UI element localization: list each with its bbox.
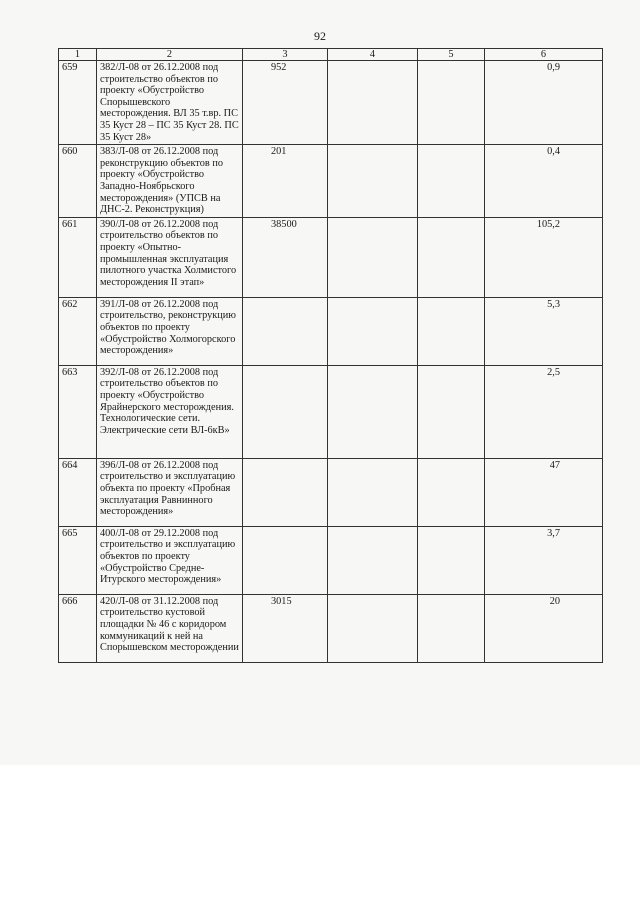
row-value-5: [418, 145, 485, 218]
row-value-4: [328, 526, 418, 594]
row-description: 391/Л-08 от 26.12.2008 под строительство, реконструкцию объектов по проекту «Обустройство Холмогорского месторождения»: [97, 297, 243, 365]
page-number: 92: [314, 29, 326, 43]
row-value-5: [418, 217, 485, 297]
row-description: 420/Л-08 от 31.12.2008 под строительство кустовой площадки № 46 с коридором коммуникаций к ней на Спорышевском месторождении: [97, 594, 243, 662]
table-row: [59, 145, 603, 218]
row-value-3: 952: [243, 61, 328, 145]
row-description: 400/Л-08 от 29.12.2008 под строительство и эксплуатацию объектов по проекту «Обустройство Средне-Итурского месторождения»: [97, 526, 243, 594]
row-value-4: [328, 145, 418, 218]
column-header-5: 5: [418, 49, 485, 61]
row-value-3: 201: [243, 145, 328, 218]
row-value-4: [328, 365, 418, 458]
row-value-5: [418, 297, 485, 365]
row-value-6: 3,7: [485, 526, 603, 594]
row-value-3: [243, 526, 328, 594]
table-row: [59, 594, 603, 662]
row-value-5: [418, 526, 485, 594]
table-row: [59, 458, 603, 526]
row-number: 664: [59, 458, 97, 526]
row-number: 660: [59, 145, 97, 218]
row-value-5: [418, 61, 485, 145]
column-header-3: 3: [243, 49, 328, 61]
row-value-6: 2,5: [485, 365, 603, 458]
row-value-6: 105,2: [485, 217, 603, 297]
row-number: 665: [59, 526, 97, 594]
row-description: 396/Л-08 от 26.12.2008 под строительство и эксплуатацию объекта по проекту «Пробная эксплуатация Равнинного месторождения»: [97, 458, 243, 526]
row-description: 392/Л-08 от 26.12.2008 под строительство объектов по проекту «Обустройство Ярайнерского месторождения. Технологические сети. Электрические сети ВЛ-6кВ»: [97, 365, 243, 458]
row-value-6: 0,9: [485, 61, 603, 145]
row-number: 661: [59, 217, 97, 297]
row-description: 390/Л-08 от 26.12.2008 под строительство объектов по проекту «Опытно-промышленная эксплуатация пилотного участка Холмистого месторождения II этап»: [97, 217, 243, 297]
row-value-6: 20: [485, 594, 603, 662]
row-value-3: [243, 365, 328, 458]
row-description: 383/Л-08 от 26.12.2008 под реконструкцию объектов по проекту «Обустройство Западно-Ноябрьского месторождения» (УПСВ на ДНС-2. Реконструкция): [97, 145, 243, 218]
row-value-3: [243, 297, 328, 365]
table-row: [59, 365, 603, 458]
row-value-3: [243, 458, 328, 526]
row-value-4: [328, 297, 418, 365]
column-header-1: 1: [59, 49, 97, 61]
row-number: 666: [59, 594, 97, 662]
row-value-4: [328, 458, 418, 526]
row-value-3: 3015: [243, 594, 328, 662]
row-value-5: [418, 365, 485, 458]
column-header-2: 2: [97, 49, 243, 61]
column-header-4: 4: [328, 49, 418, 61]
table-header-row: [59, 49, 603, 61]
table-row: [59, 297, 603, 365]
table-row: [59, 217, 603, 297]
row-value-4: [328, 594, 418, 662]
row-value-3: 38500: [243, 217, 328, 297]
table-row: [59, 61, 603, 145]
column-header-6: 6: [485, 49, 603, 61]
table-row: [59, 526, 603, 594]
row-number: 662: [59, 297, 97, 365]
row-value-6: 0,4: [485, 145, 603, 218]
row-description: 382/Л-08 от 26.12.2008 под строительство объектов по проекту «Обустройство Спорышевского месторождения. ВЛ 35 т.вр. ПС 35 Куст 28 – ПС 35 Куст 28. ПС 35 Куст 28»: [97, 61, 243, 145]
row-value-5: [418, 594, 485, 662]
row-value-6: 47: [485, 458, 603, 526]
data-table: [58, 48, 603, 663]
blank-area: [0, 765, 640, 905]
row-value-5: [418, 458, 485, 526]
row-number: 659: [59, 61, 97, 145]
row-value-6: 5,3: [485, 297, 603, 365]
row-value-4: [328, 61, 418, 145]
row-number: 663: [59, 365, 97, 458]
row-value-4: [328, 217, 418, 297]
